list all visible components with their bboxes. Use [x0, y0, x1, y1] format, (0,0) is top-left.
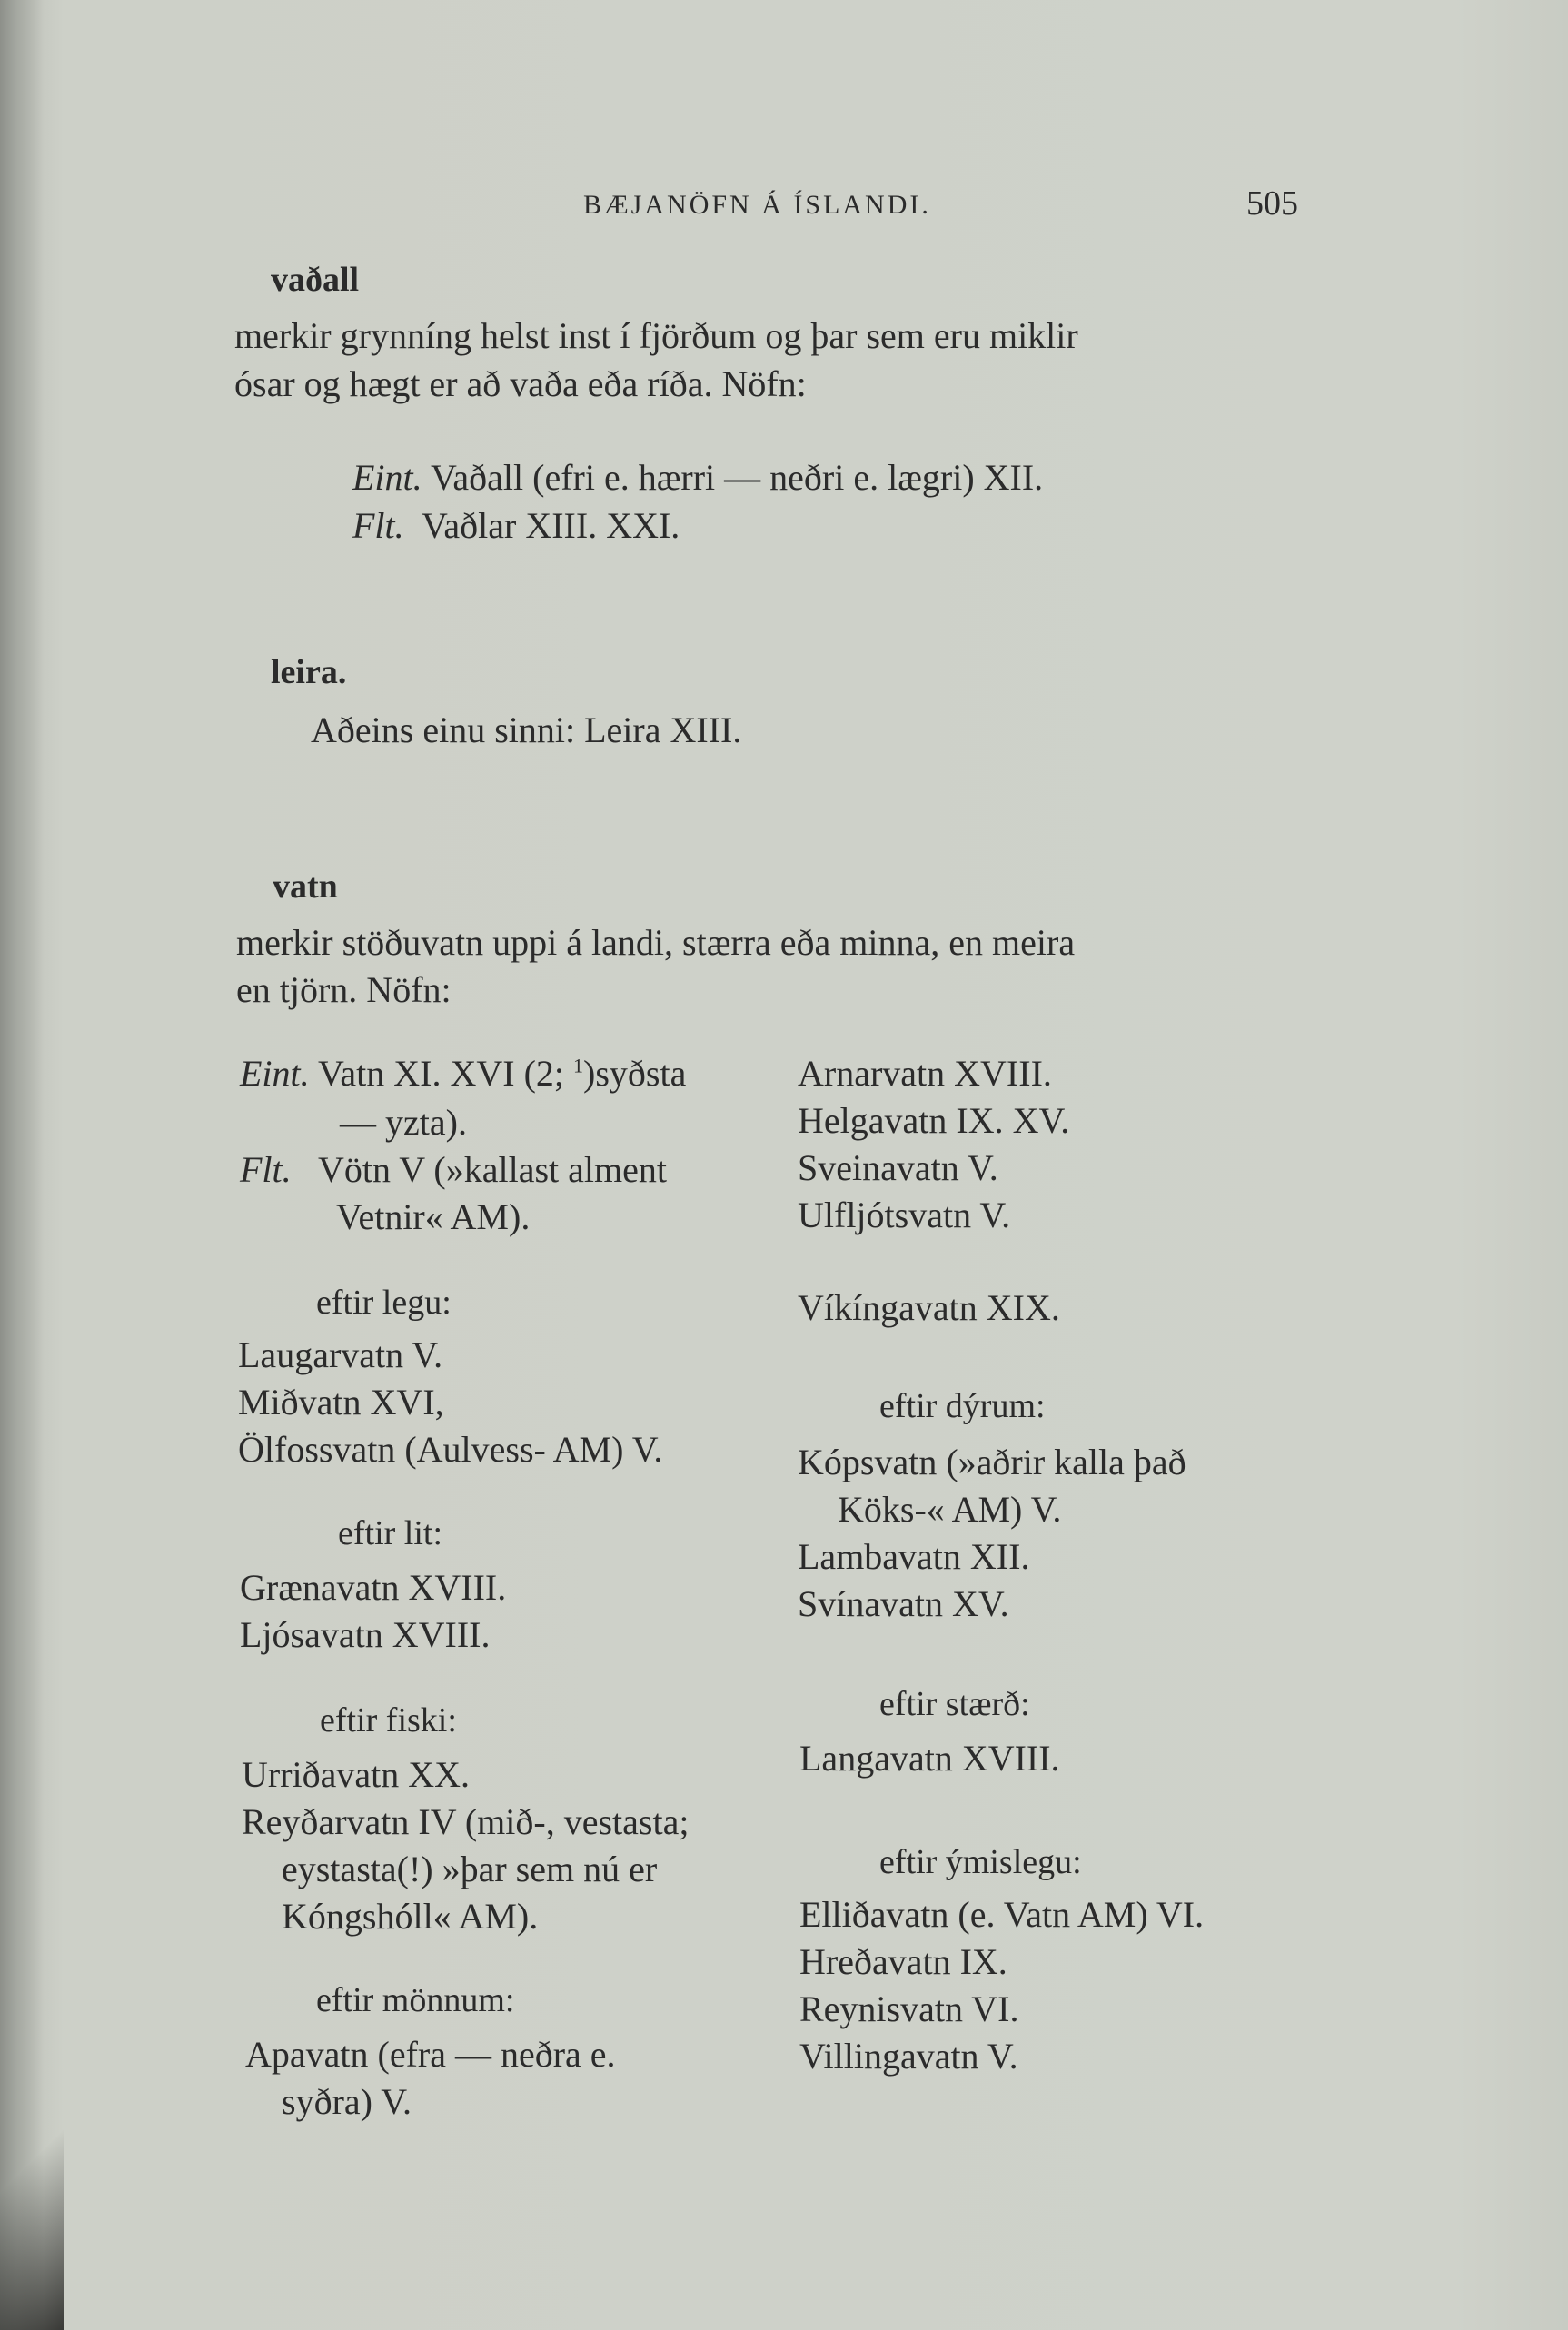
subheading-dyrum: eftir dýrum: — [879, 1387, 1046, 1425]
running-head: BÆJANÖFN Á ÍSLANDI. — [583, 190, 931, 220]
vatn-singular-line-2: — yzta). — [340, 1102, 467, 1143]
list-item: Sveinavatn V. — [798, 1147, 998, 1188]
list-item: Urriðavatn XX. — [242, 1754, 471, 1795]
list-item: Svínavatn XV. — [798, 1583, 1009, 1624]
flt-label: Flt. — [352, 505, 404, 546]
list-item: syðra) V. — [282, 2081, 412, 2122]
list-item: Helgavatn IX. XV. — [798, 1100, 1070, 1141]
vadall-definition-line-1: merkir grynníng helst inst í fjörðum og þar sem eru miklir — [234, 315, 1078, 356]
headword-leira: leira. — [271, 653, 347, 691]
footnote-marker: 1 — [573, 1054, 584, 1077]
list-item: Arnarvatn XVIII. — [798, 1053, 1052, 1094]
vatn-plural-line-2: Vetnir« AM). — [336, 1196, 531, 1237]
eint-label: Eint. — [352, 457, 422, 498]
vatn-definition-line-1: merkir stöðuvatn uppi á landi, stærra eða minna, en meira — [236, 922, 1076, 963]
vatn-singular-text: Vatn XI. XVI (2; — [317, 1053, 565, 1094]
list-item: Langavatn XVIII. — [799, 1738, 1060, 1779]
vadall-singular-text: Vaðall (efri e. hærri — neðri e. lægri) XII. — [430, 457, 1044, 498]
page-number: 505 — [1246, 184, 1298, 223]
vadall-plural-line — [352, 502, 680, 550]
leira-text: Aðeins einu sinni: Leira XIII. — [311, 709, 742, 750]
list-item: Villingavatn V. — [799, 2036, 1018, 2077]
eint-label: Eint. — [240, 1053, 310, 1094]
list-item: Víkíngavatn XIX. — [798, 1287, 1060, 1328]
page-spine-shadow — [0, 0, 44, 2330]
vatn-singular-text-cont: )syðsta — [583, 1053, 687, 1094]
vadall-singular-line — [352, 454, 1043, 501]
list-item: Kópsvatn (»aðrir kalla það — [798, 1442, 1186, 1482]
list-item: Ulfljótsvatn V. — [798, 1195, 1011, 1235]
subheading-legu: eftir legu: — [316, 1284, 452, 1322]
list-item: Köks-« AM) V. — [838, 1489, 1062, 1530]
subheading-fiski: eftir fiski: — [320, 1701, 457, 1740]
list-item: Reyðarvatn IV (mið-, vestasta; — [242, 1801, 690, 1842]
vadall-definition-line-2: ósar og hægt er að vaða eða ríða. Nöfn: — [234, 363, 807, 404]
list-item: Reynisvatn VI. — [799, 1988, 1019, 2029]
list-item: Grænavatn XVIII. — [240, 1567, 507, 1608]
vatn-singular-line — [240, 1050, 686, 1097]
subheading-ymislegu: eftir ýmislegu: — [879, 1843, 1082, 1881]
list-item: Lambavatn XII. — [798, 1536, 1030, 1577]
flt-label: Flt. — [240, 1149, 292, 1190]
headword-vadall: vaðall — [271, 261, 360, 299]
vadall-plural-text: Vaðlar XIII. XXI. — [421, 505, 680, 546]
headword-vatn: vatn — [273, 868, 338, 906]
list-item: Apavatn (efra — neðra e. — [245, 2034, 616, 2075]
list-item: Kóngshóll« AM). — [282, 1896, 539, 1937]
list-item: Miðvatn XVI, — [238, 1382, 444, 1423]
page-corner-shadow — [0, 2057, 64, 2330]
list-item: Ölfossvatn (Aulvess- AM) V. — [238, 1429, 663, 1470]
list-item: eystasta(!) »þar sem nú er — [282, 1849, 658, 1889]
list-item: Laugarvatn V. — [238, 1334, 443, 1375]
list-item: Elliðavatn (e. Vatn AM) VI. — [799, 1894, 1205, 1935]
vatn-plural-line — [240, 1146, 667, 1194]
subheading-staerd: eftir stærð: — [879, 1685, 1030, 1723]
list-item: Hreðavatn IX. — [799, 1941, 1007, 1982]
vatn-definition-line-2: en tjörn. Nöfn: — [236, 969, 452, 1010]
list-item: Ljósavatn XVIII. — [240, 1614, 491, 1655]
vatn-plural-text: Vötn V (»kallast alment — [317, 1149, 667, 1190]
subheading-monnum: eftir mönnum: — [316, 1981, 515, 2019]
subheading-lit: eftir lit: — [338, 1514, 443, 1552]
